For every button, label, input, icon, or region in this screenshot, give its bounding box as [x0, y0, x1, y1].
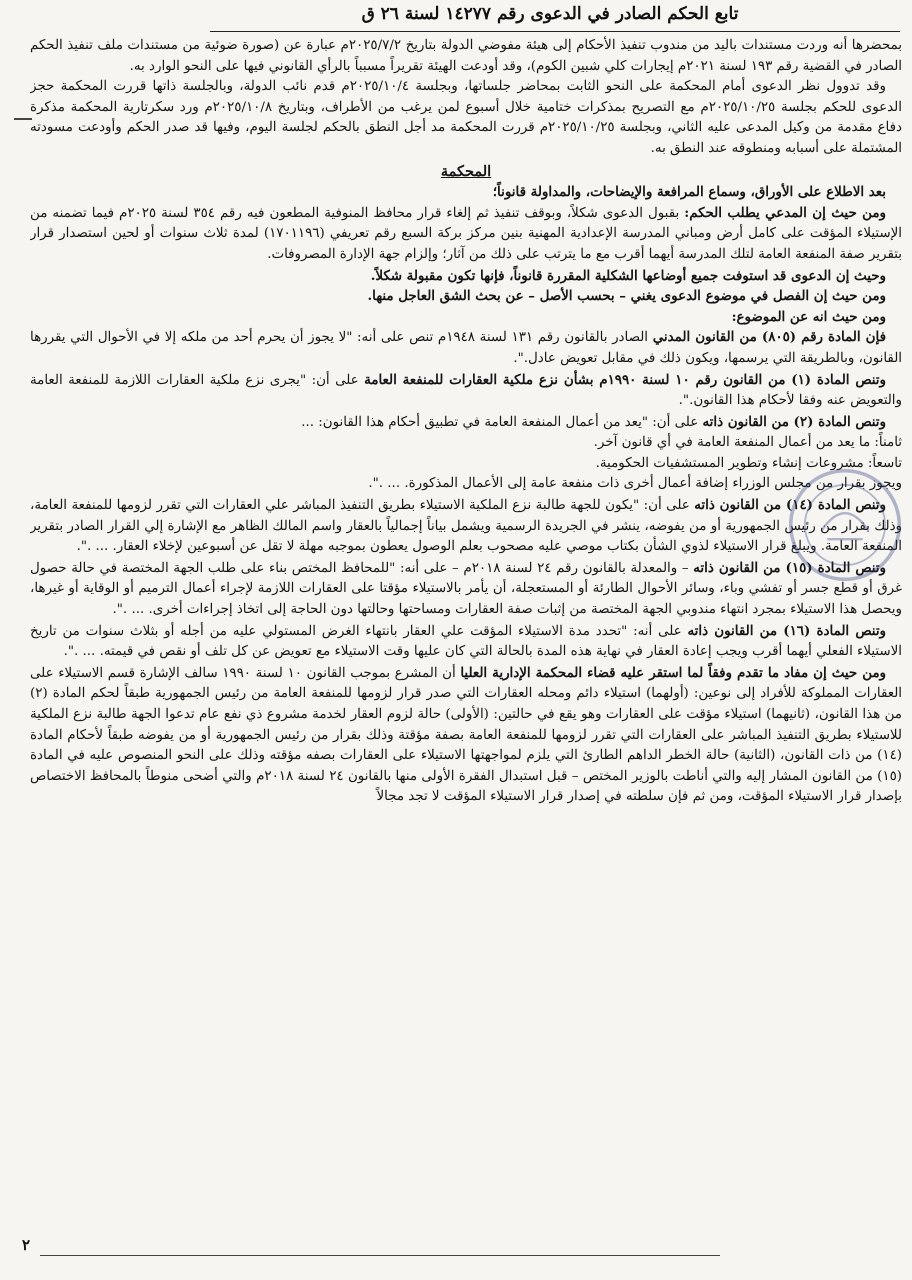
- article-805: [30, 327, 902, 369]
- article-16-lead: وتنص المادة (١٦) من القانون ذاته: [687, 622, 887, 639]
- form-subject: ومن حيث انه عن الموضوع:: [731, 308, 886, 325]
- article-16-text: على أنه: "تحدد مدة الاستيلاء المؤقت علي العقار بانتهاء الغرض المستولي عليه من أجله أو بثلاث سنوات من تاريخ الاستيلاء الفعلي أيهما أقرب ويجب إعادة العقار في نهاية هذه المدة بالحالة التي كان عليها وقت الاستيلاء مع تعويض عن كل تلف أو نقص في قيمته. ... .".: [30, 623, 902, 660]
- court-section-title: المحكمة: [440, 162, 492, 180]
- page-number: ٢: [22, 1236, 31, 1254]
- article-15-text: – والمعدلة بالقانون رقم ٢٤ لسنة ٢٠١٨م – على أنه: "للمحافظ المختص بناء على طلب الجهة المختصة في حالة حصول غرق أو قطع جسر أو تفشي وباء، وسائر الأحوال الطارئة أو المستعجلة، أن يأمر بالاستيلاء مؤقتا على العقارات اللازمة لإجراء أعمال الترميم أو الوقاية أو غيرها، ويحصل هذا الاستيلاء بمجرد انتهاء مندوبي الجهة المختصة من إثبات صفة العقارات ومساحتها وحالتها دون الحاجة إلى اتخاذ إجراءات أخرى. ... .".: [30, 560, 902, 618]
- article-1: [30, 370, 902, 412]
- paragraph-request: [30, 203, 902, 266]
- form-acceptance: وحيث إن الدعوى قد استوفت جميع أوضاعها الشكلية المقررة قانوناً، فإنها تكون مقبولة شكلاً.: [370, 267, 886, 284]
- form-urgent: ومن حيث إن الفصل في موضوع الدعوى يغني – بحسب الأصل – عن بحث الشق العاجل منها.: [367, 288, 886, 305]
- page-header-title: تابع الحكم الصادر في الدعوى رقم ١٤٢٧٧ لسنة ٢٦ ق: [361, 4, 739, 24]
- article-2-tail: ويجوز بقرار من مجلس الوزراء إضافة أعمال أخرى ذات منفعة عامة إلى الأعمال المذكورة. ... .".: [368, 476, 902, 492]
- article-805-lead: فإن المادة رقم (٨٠٥) من القانون المدني: [652, 329, 886, 346]
- footer-rule: [40, 1255, 720, 1256]
- court-stamp-icon: [786, 466, 904, 584]
- request-lead: ومن حيث إن المدعي يطلب الحكم:: [684, 204, 886, 221]
- article-15: [30, 558, 902, 621]
- paragraph-final: [30, 663, 902, 808]
- article-1-lead: وتنص المادة (١) من القانون رقم ١٠ لسنة ١٩٩٠م بشأن نزع ملكية العقارات للمنفعة العامة: [364, 371, 886, 388]
- article-2: [30, 412, 902, 434]
- header-rule: [210, 31, 900, 32]
- document-body: [30, 36, 902, 1240]
- final-lead: ومن حيث إن مفاد ما تقدم وفقاً لما استقر عليه قضاء المحكمة الإدارية العليا: [460, 664, 887, 681]
- article-1-text: على أن: "يجرى نزع ملكية العقارات اللازمة للمنفعة العامة والتعويض عنه وفقا لأحكام هذا القانون.".: [30, 372, 902, 409]
- paragraph-proceedings: وقد تدوول نظر الدعوى أمام المحكمة على النحو الثابت بمحاضر جلساتها، وبجلسة ٢٠٢٥/١٠/٤م قدم نائب الدولة، وبالجلسة ذاتها قررت المحكمة حجز الدعوى للحكم بجلسة ٢٠٢٥/١٠/٢٥م مع التصريح بمذكرات ختامية خلال أسبوع لمن يرغب من الأطراف، وبتاريخ ٢٠٢٥/١٠/٨م ورد سكرتارية المحكمة مذكرة دفاع مقدمة من وكيل المدعى عليه الثاني، وبجلسة ٢٠٢٥/١٠/٢٥م قررت المحكمة مد أجل النطق بالحكم لجلسة اليوم، وفيها قد صدر الحكم وأودعت مسودته المشتملة على أسبابه ومنطوقه عند النطق به.: [30, 79, 902, 156]
- request-text: بقبول الدعوى شكلاً، وبوقف تنفيذ ثم إلغاء قرار محافظ المنوفية المطعون فيه رقم ٣٥٤ لسنة ٢٠٢٥م فيما تضمنه من الإستيلاء المؤقت على كامل أرض ومباني المدرسة الإعدادية المهنية بنين مركز بركة السبع رقم تعريفي (١٧٠١١٩٦) لمدة ثلاث سنوات أو لحين استصدار قرار بتقرير صفة المنفعة العامة لتلك المدرسة أيهما أقرب مع ما يترتب على ذلك من آثار؛ وإلزام جهة الإدارة المصروفات.: [30, 205, 902, 262]
- paragraph-filing: بمحضرها أنه وردت مستندات باليد من مندوب تنفيذ الأحكام إلى هيئة مفوضي الدولة بتاريخ ٢٠٢٥/٧/٢م عبارة عن (صورة ضوئية من مستندات ملف تنفيذ الحكم الصادر في القضية رقم ١٩٣ لسنة ٢٠٢١م إيجارات كلي شبين الكوم)، وقد أودعت الهيئة تقريراً مسبباً بالرأي القانوني فيها على النحو الوارد به.: [30, 38, 902, 74]
- article-2-item-9: تاسعاً: مشروعات إنشاء وتطوير المستشفيات الحكومية.: [595, 455, 902, 471]
- article-2-text: على أن: "يعد من أعمال المنفعة العامة في تطبيق أحكام هذا القانون: ...: [301, 414, 699, 430]
- article-805-text: الصادر بالقانون رقم ١٣١ لسنة ١٩٤٨م تنص على أنه: "لا يجوز أن يحرم أحد من ملكه إلا في الأحوال التي يقررها القانون، وبالطريقة التي يرسمها، ويكون ذلك في مقابل تعويض عادل.".: [30, 330, 902, 366]
- final-text: أن المشرع بموجب القانون ١٠ لسنة ١٩٩٠ سالف الإشارة قسم الاستيلاء على العقارات المملوكة للأفراد إلى نوعين: (أولهما) استيلاء دائم ومحله العقارات التي صدر قرار لزومها للمنفعة العامة من رئيس الجمهورية طبقاً لحكم المادة (٢) من هذا القانون، (ثانيهما) استيلاء مؤقت على العقارات وهو يقع في حالتين: (الأولى) حالة لزوم العقار لخدمة مشروع ذي نفع عام تدعوا الجهة طالبة نزع الملكية للاستيلاء بطريق التنفيذ المباشر على العقارات التي تقرر لزومها للمنفعة العامة بصفة مؤقتة وذلك بقرار من رئيس الجمهورية أو من يفوضه طبقاً لأحكام المادة (١٤) من ذات القانون، (الثانية) حالة الخطر الداهم الطارئ التي يلزم لمواجهتها الاستيلاء على العقارات بصفه مؤقته وذلك على النحو المنصوص عليه في المادة (١٥) من القانون المشار إليه والتي أناطت بالوزير المختص – قبل استبدال الفقرة الأولى منها بالقانون ٢٤ لسنة ٢٠١٨م والتي أضحى منوطاً بالمحافظ الاختصاص بإصدار قرار الاستيلاء المؤقت، ومن ثم فإن سلطته في إصدار قرار الاستيلاء المؤقت لا تجد مجالاً: [30, 665, 902, 805]
- article-15-lead: وتنص المادة (١٥) من القانون ذاته: [693, 559, 886, 576]
- article-14-lead: وتنص المادة (١٤) من القانون ذاته: [694, 497, 886, 514]
- article-2-item-8: ثامناً: ما يعد من أعمال المنفعة العامة في أي قانون آخر.: [593, 435, 902, 451]
- article-16: [30, 621, 902, 663]
- article-14: [30, 495, 902, 558]
- article-14-text: على أن: "يكون للجهة طالبة نزع الملكية الاستيلاء بطريق التنفيذ المباشر علي العقارات التي تقرر لزومها للمنفعة العامة، وذلك بقرار من رئيس الجمهورية أو من يفوضه، ينشر في الجريدة الرسمية ويشمل بياناً إجمالياً بالعقار واسم المالك الظاهر مع الإشارة إلي القرار الصادر بتقرير المنفعة العامة. ويبلغ قرار الاستيلاء لذوي الشأن بكتاب موصي عليه مصحوب بعلم الوصول يعطون بموجبه مهلة لا تقل عن أسبوعين لإخلاء العقار. ... .".: [30, 498, 902, 555]
- court-intro: بعد الاطلاع على الأوراق، وسماع المرافعة والإيضاحات، والمداولة قانوناً؛: [492, 184, 886, 201]
- article-2-lead: وتنص المادة (٢) من القانون ذاته: [702, 413, 886, 430]
